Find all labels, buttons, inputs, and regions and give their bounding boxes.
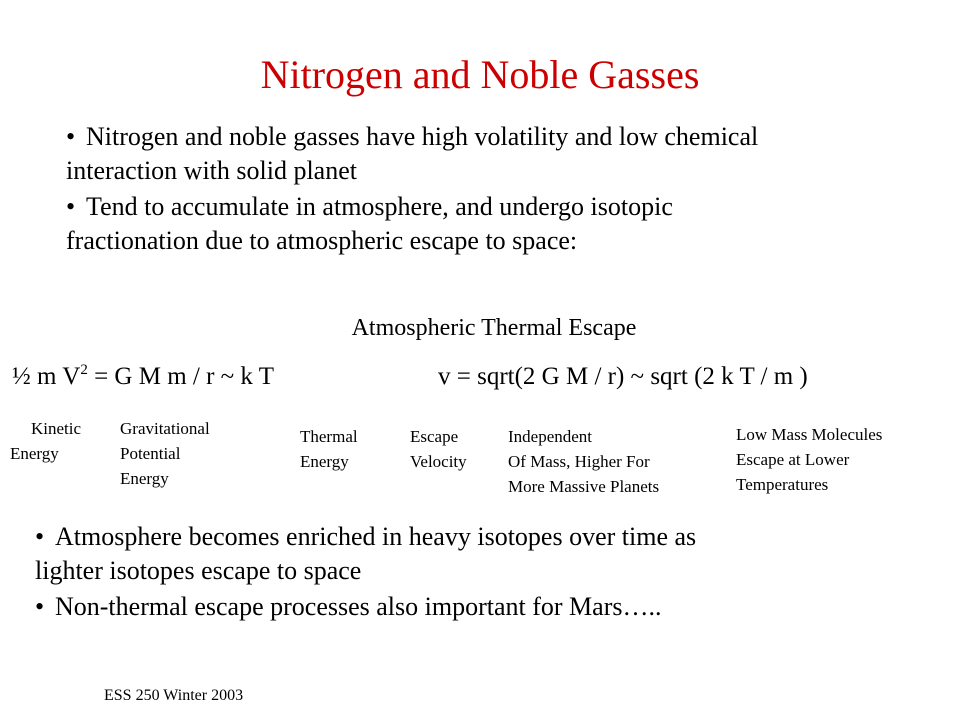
label-line: Energy <box>300 452 349 471</box>
label-line: Kinetic <box>30 419 82 438</box>
label-line: Escape at Lower <box>736 450 850 469</box>
equation-exponent: 2 <box>80 362 88 378</box>
bullet-text-line: Non-thermal escape processes also important for Mars….. <box>55 592 662 621</box>
label-line: Of Mass, Higher For <box>508 452 650 471</box>
energy-equation <box>12 360 274 394</box>
bullet-marker: • <box>66 192 76 221</box>
bullet-text-line: fractionation due to atmospheric escape to space: <box>66 226 578 255</box>
label-line: Low Mass Molecules <box>736 425 883 444</box>
bullet-item <box>35 520 915 588</box>
label-line: Escape <box>410 427 459 446</box>
label-kinetic-energy <box>8 416 104 466</box>
label-gravitational-potential-energy <box>120 416 210 491</box>
bottom-bullet-list <box>35 520 915 626</box>
bullet-text-line: Atmosphere becomes enriched in heavy isotopes over time as <box>55 522 697 551</box>
section-subtitle: Atmospheric Thermal Escape <box>351 315 637 341</box>
label-line: Energy <box>120 469 169 488</box>
label-line: More Massive Planets <box>508 477 660 496</box>
label-line: Potential <box>120 444 181 463</box>
bullet-text-line: interaction with solid planet <box>66 156 357 185</box>
bullet-item <box>66 120 926 188</box>
label-line: Thermal <box>300 427 358 446</box>
bullet-text-line: lighter isotopes escape to space <box>35 556 362 585</box>
bullet-marker: • <box>66 122 76 151</box>
label-line: Temperatures <box>736 475 829 494</box>
label-escape-velocity <box>410 424 467 474</box>
bullet-text-line: Tend to accumulate in atmosphere, and undergo isotopic <box>86 192 673 221</box>
label-thermal-energy <box>300 424 358 474</box>
bullet-marker: • <box>35 522 45 551</box>
bullet-item <box>66 190 926 258</box>
velocity-equation: v = sqrt(2 G M / r) ~ sqrt (2 k T / m ) <box>438 363 808 390</box>
label-line: Velocity <box>410 452 467 471</box>
label-line: Energy <box>10 444 59 463</box>
label-low-mass-molecules <box>736 422 882 497</box>
slide-footer: ESS 250 Winter 2003 <box>104 687 244 704</box>
bullet-item <box>35 590 915 624</box>
equation-prefix: ½ m V <box>12 363 81 390</box>
slide-title: Nitrogen and Noble Gasses <box>260 52 700 97</box>
label-independent-of-mass <box>508 424 659 499</box>
label-line: Gravitational <box>120 419 210 438</box>
bullet-text-line: Nitrogen and noble gasses have high volatility and low chemical <box>86 122 759 151</box>
top-bullet-list <box>66 120 926 260</box>
equation-suffix: = G M m / r ~ k T <box>87 363 275 390</box>
bullet-marker: • <box>35 592 45 621</box>
label-line: Independent <box>508 427 593 446</box>
